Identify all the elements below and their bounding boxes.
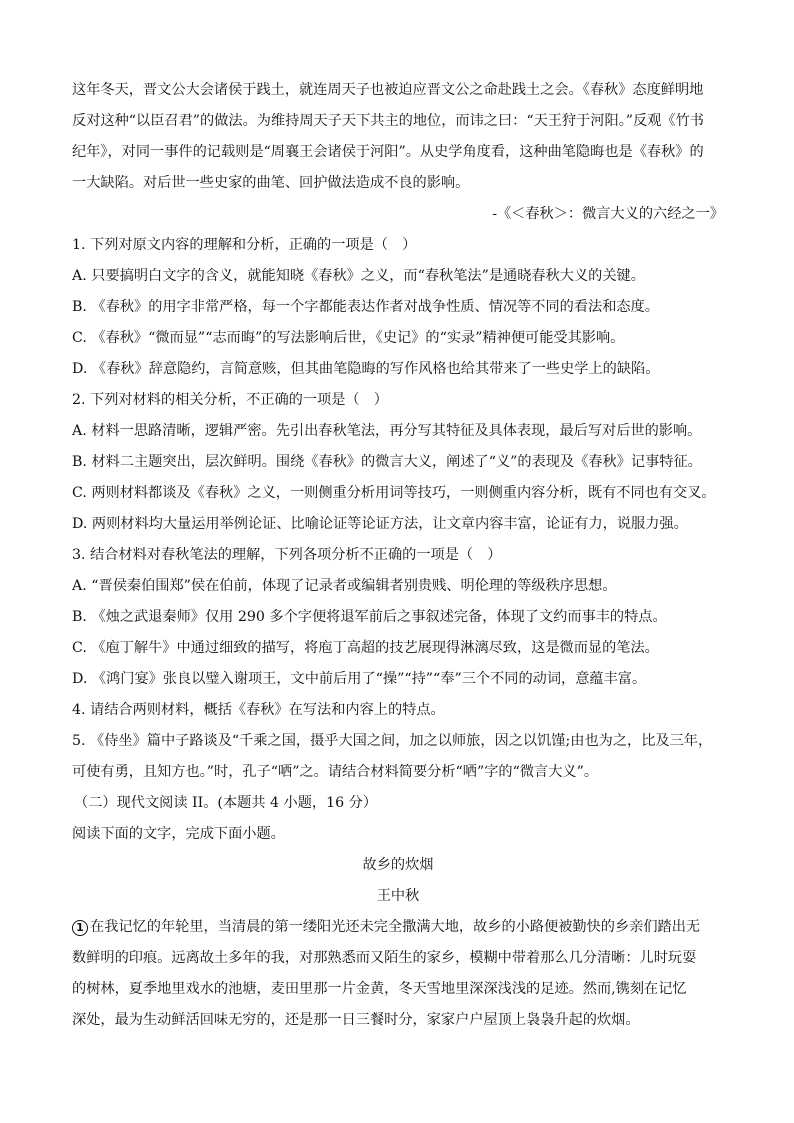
section-heading: （二）现代文阅读 II。(本题共 4 小题，16 分） bbox=[74, 795, 378, 811]
question-2-option-c: C. 两则材料都谈及《春秋》之义，一则侧重分析用词等技巧，一则侧重内容分析，既有不同也有交叉。 bbox=[72, 485, 716, 501]
question-1-option-d: D. 《春秋》辞意隐约，言简意赅，但其曲笔隐晦的写作风格也给其带来了一些史学上的缺陷。 bbox=[72, 361, 660, 377]
question-2-stem: 2. 下列对材料的相关分析，不正确的一项是（ ） bbox=[72, 392, 388, 408]
article-paragraph-line: 深处，最为生动鲜活回味无穷的，还是那一日三餐时分，家家户户屋顶上袅袅升起的炊烟。 bbox=[72, 1012, 640, 1028]
article-title: 故乡的炊烟 bbox=[362, 857, 434, 873]
article-paragraph-line: 的树林，夏季地里戏水的池塘，麦田里那一片金黄，冬天雪地里深深浅浅的足迹。然而,镌刻在记忆 bbox=[72, 981, 687, 997]
question-3-option-c: C. 《庖丁解牛》中通过细致的描写，将庖丁高超的技艺展现得淋漓尽致，这是微而显的笔法。 bbox=[72, 640, 659, 656]
passage-line: 这年冬天，晋文公大会诸侯于践土，就连周天子也被迫应晋文公之命赴践土之会。《春秋》态度鲜明地 bbox=[72, 82, 704, 98]
question-3-stem: 3. 结合材料对春秋笔法的理解，下列各项分析不正确的一项是（ ） bbox=[72, 547, 502, 563]
question-1-option-b: B. 《春秋》的用字非常严格，每一个字都能表达作者对战争性质、情况等不同的看法和态度。 bbox=[72, 299, 659, 315]
question-3-option-b: B. 《烛之武退秦师》仅用 290 多个字便将退军前后之事叙述完备，体现了文约而事丰的特点。 bbox=[72, 609, 667, 625]
article-author: 王中秋 bbox=[376, 888, 420, 904]
question-3-option-a: A. “晋侯秦伯围郑”侯在伯前，体现了记录者或编辑者别贵贱、明伦理的等级秩序思想。 bbox=[72, 578, 617, 594]
question-1-option-c: C. 《春秋》“微而显”“志而晦”的写法影响后世，《史记》的“实录”精神便可能受其影响。 bbox=[72, 330, 625, 346]
question-3-option-d: D. 《鸿门宴》张良以璧入谢项王，文中前后用了“操”“持”“奉”三个不同的动词，意蕴丰富。 bbox=[72, 671, 647, 687]
question-5-stem-continued: 可使有勇，且知方也。”时，孔子“哂”之。请结合材料简要分析“哂”字的“微言大义”。 bbox=[72, 764, 599, 780]
article-paragraph-line bbox=[72, 917, 724, 937]
passage-line: 纪年》，对同一事件的记载则是“周襄王会诸侯于河阳”。从史学角度看，这种曲笔隐晦也是《春秋》的 bbox=[72, 144, 704, 160]
passage-source: -《＜春秋＞：微言大义的六经之一》 bbox=[492, 206, 724, 222]
reading-instruction: 阅读下面的文字，完成下面小题。 bbox=[72, 826, 285, 842]
passage-line: 一大缺陷。对后世一些史家的曲笔、回护做法造成不良的影响。 bbox=[72, 175, 470, 191]
article-paragraph-line: 数鲜明的印痕。远离故土多年的我，对那熟悉而又陌生的家乡，模糊中带着那么几分清晰：儿时玩耍 bbox=[72, 950, 697, 966]
question-1-stem: 1. 下列对原文内容的理解和分析，正确的一项是（ ） bbox=[72, 237, 417, 253]
article-paragraph-text: 在我记忆的年轮里，当清晨的第一缕阳光还未完全撒满大地，故乡的小路便被勤快的乡亲们踏出无 bbox=[90, 919, 701, 935]
question-2-option-d: D. 两则材料均大量运用举例论证、比喻论证等论证方法，让文章内容丰富，论证有力，说服力强。 bbox=[72, 516, 688, 532]
passage-line: 反对这种“以臣召君”的做法。为维持周天子天下共主的地位，而讳之曰：“天王狩于河阳。”反观《竹书 bbox=[72, 113, 704, 129]
question-5-stem: 5. 《侍坐》篇中子路谈及“千乘之国，摄乎大国之间，加之以师旅，因之以饥馑;由也为之，比及三年， bbox=[72, 733, 713, 749]
question-1-option-a: A. 只要搞明白文字的含义，就能知晓《春秋》之义，而“春秋笔法”是通晓春秋大义的关键。 bbox=[72, 268, 645, 284]
question-4-stem: 4. 请结合两则材料，概括《春秋》在写法和内容上的特点。 bbox=[72, 702, 445, 718]
question-2-option-a: A. 材料一思路清晰，逻辑严密。先引出春秋笔法，再分写其特征及具体表现，最后写对后世的影响。 bbox=[72, 423, 702, 439]
paragraph-number-marker: 1 bbox=[72, 920, 88, 936]
question-2-option-b: B. 材料二主题突出，层次鲜明。围绕《春秋》的微言大义，阐述了“义”的表现及《春秋》记事特征。 bbox=[72, 454, 702, 470]
